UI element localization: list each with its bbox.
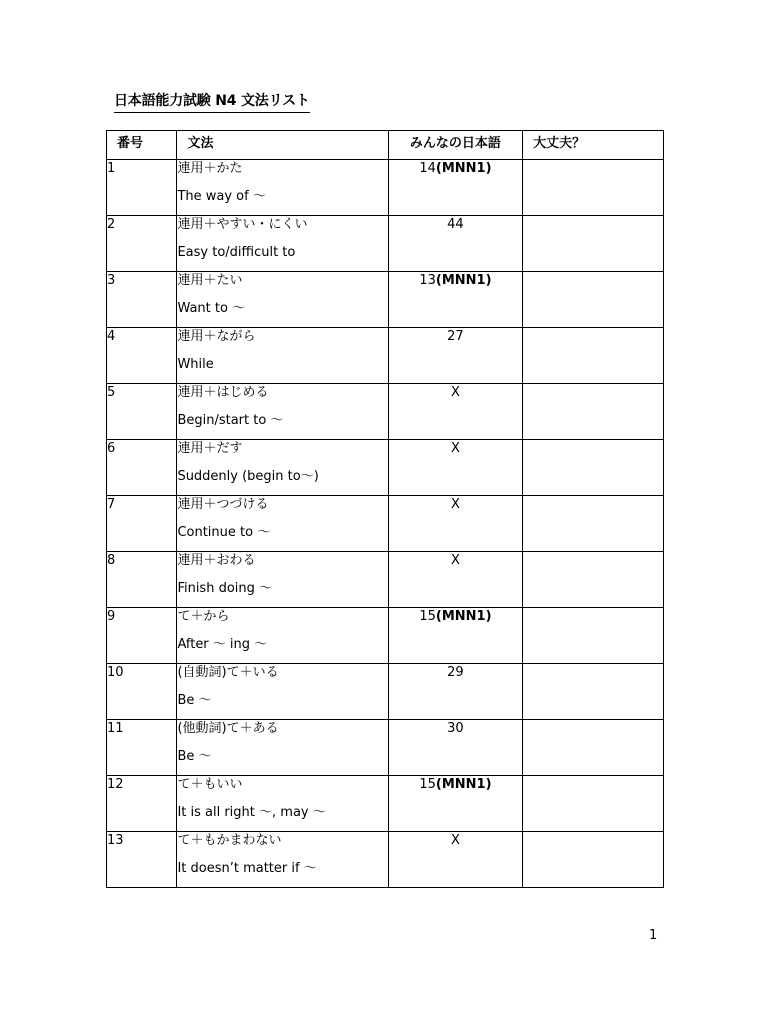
- ok-check-cell: [523, 608, 664, 664]
- grammar-english: The way of ～: [177, 189, 266, 204]
- ok-check-cell: [523, 720, 664, 776]
- grammar-japanese: て＋もかまわない: [177, 833, 282, 848]
- minna-book-tag: (MNN1): [435, 161, 492, 176]
- grammar-table: [106, 130, 664, 888]
- row-number: 12: [107, 776, 177, 832]
- grammar-japanese: 連用＋おわる: [177, 553, 256, 568]
- grammar-english: Finish doing ～: [177, 581, 273, 596]
- grammar-english: Easy to/difficult to: [177, 245, 296, 260]
- ok-check-cell: [523, 832, 664, 888]
- minna-lesson-cell: [388, 608, 522, 664]
- ok-check-cell: [523, 160, 664, 216]
- table-row: [107, 552, 664, 608]
- grammar-japanese: 連用＋たい: [177, 273, 243, 288]
- row-number: 5: [107, 384, 177, 440]
- minna-lesson-cell: [388, 776, 522, 832]
- ok-check-cell: [523, 664, 664, 720]
- document-title: 日本語能力試験 N4 文法リスト: [114, 90, 310, 113]
- grammar-japanese: て＋もいい: [177, 777, 243, 792]
- grammar-cell: [177, 720, 388, 776]
- minna-lesson: X: [450, 385, 460, 400]
- grammar-cell: [177, 440, 388, 496]
- grammar-cell: [177, 552, 388, 608]
- table-row: [107, 328, 664, 384]
- row-number: 9: [107, 608, 177, 664]
- minna-lesson: 15: [419, 777, 436, 792]
- row-number: 11: [107, 720, 177, 776]
- minna-lesson: 27: [447, 329, 464, 344]
- row-number: 10: [107, 664, 177, 720]
- minna-lesson-cell: [388, 496, 522, 552]
- row-number: 2: [107, 216, 177, 272]
- grammar-cell: [177, 216, 388, 272]
- grammar-english: Continue to ～: [177, 525, 271, 540]
- minna-lesson: X: [450, 497, 460, 512]
- grammar-cell: [177, 496, 388, 552]
- grammar-japanese: て＋から: [177, 609, 230, 624]
- minna-lesson: 14: [419, 161, 436, 176]
- minna-lesson-cell: [388, 216, 522, 272]
- table-row: [107, 776, 664, 832]
- ok-check-cell: [523, 440, 664, 496]
- page-number: 1: [649, 928, 658, 943]
- minna-lesson-cell: [388, 384, 522, 440]
- table-row: [107, 216, 664, 272]
- table-row: [107, 160, 664, 216]
- row-number: 7: [107, 496, 177, 552]
- minna-lesson-cell: [388, 440, 522, 496]
- ok-check-cell: [523, 496, 664, 552]
- table-row: [107, 384, 664, 440]
- grammar-japanese: (自動詞)て＋いる: [177, 665, 279, 680]
- ok-check-cell: [523, 216, 664, 272]
- minna-lesson-cell: [388, 664, 522, 720]
- table-row: [107, 272, 664, 328]
- minna-lesson: 30: [447, 721, 464, 736]
- minna-book-tag: (MNN1): [435, 777, 492, 792]
- table-row: [107, 440, 664, 496]
- grammar-japanese: (他動詞)て＋ある: [177, 721, 279, 736]
- minna-lesson: 29: [447, 665, 464, 680]
- row-number: 1: [107, 160, 177, 216]
- table-row: [107, 664, 664, 720]
- header-number: 番号: [107, 131, 177, 160]
- grammar-cell: [177, 272, 388, 328]
- row-number: 4: [107, 328, 177, 384]
- grammar-english: After ～ ing ～: [177, 637, 268, 652]
- minna-lesson: 13: [419, 273, 436, 288]
- grammar-cell: [177, 608, 388, 664]
- minna-lesson: 44: [447, 217, 464, 232]
- header-ok: 大丈夫？: [523, 131, 664, 160]
- grammar-cell: [177, 832, 388, 888]
- grammar-cell: [177, 160, 388, 216]
- row-number: 6: [107, 440, 177, 496]
- grammar-japanese: 連用＋かた: [177, 161, 243, 176]
- grammar-cell: [177, 776, 388, 832]
- ok-check-cell: [523, 384, 664, 440]
- grammar-japanese: 連用＋だす: [177, 441, 243, 456]
- header-grammar: 文法: [177, 131, 388, 160]
- minna-lesson-cell: [388, 552, 522, 608]
- row-number: 8: [107, 552, 177, 608]
- minna-lesson-cell: [388, 272, 522, 328]
- minna-lesson-cell: [388, 160, 522, 216]
- minna-lesson-cell: [388, 832, 522, 888]
- grammar-english: Begin/start to ～: [177, 413, 284, 428]
- minna-lesson: X: [450, 441, 460, 456]
- minna-book-tag: (MNN1): [435, 609, 492, 624]
- grammar-japanese: 連用＋はじめる: [177, 385, 269, 400]
- table-row: [107, 720, 664, 776]
- table-row: [107, 496, 664, 552]
- grammar-cell: [177, 664, 388, 720]
- ok-check-cell: [523, 776, 664, 832]
- grammar-english: Suddenly (begin to～): [177, 469, 319, 484]
- minna-lesson-cell: [388, 720, 522, 776]
- grammar-japanese: 連用＋つづける: [177, 497, 269, 512]
- minna-lesson-cell: [388, 328, 522, 384]
- table-row: [107, 608, 664, 664]
- row-number: 13: [107, 832, 177, 888]
- grammar-english: It doesn’t matter if ～: [177, 861, 317, 876]
- ok-check-cell: [523, 328, 664, 384]
- grammar-cell: [177, 384, 388, 440]
- minna-lesson: X: [450, 553, 460, 568]
- grammar-english: While: [177, 357, 214, 372]
- header-minna: みんなの日本語: [388, 131, 522, 160]
- ok-check-cell: [523, 552, 664, 608]
- grammar-english: Want to ～: [177, 301, 246, 316]
- minna-book-tag: (MNN1): [435, 273, 492, 288]
- grammar-cell: [177, 328, 388, 384]
- grammar-japanese: 連用＋やすい・にくい: [177, 217, 308, 232]
- grammar-english: Be ～: [177, 749, 212, 764]
- row-number: 3: [107, 272, 177, 328]
- table-header-row: [107, 131, 664, 160]
- minna-lesson: 15: [419, 609, 436, 624]
- grammar-english: It is all right ～, may ～: [177, 805, 326, 820]
- grammar-english: Be ～: [177, 693, 212, 708]
- minna-lesson: X: [450, 833, 460, 848]
- ok-check-cell: [523, 272, 664, 328]
- grammar-japanese: 連用＋ながら: [177, 329, 256, 344]
- table-row: [107, 832, 664, 888]
